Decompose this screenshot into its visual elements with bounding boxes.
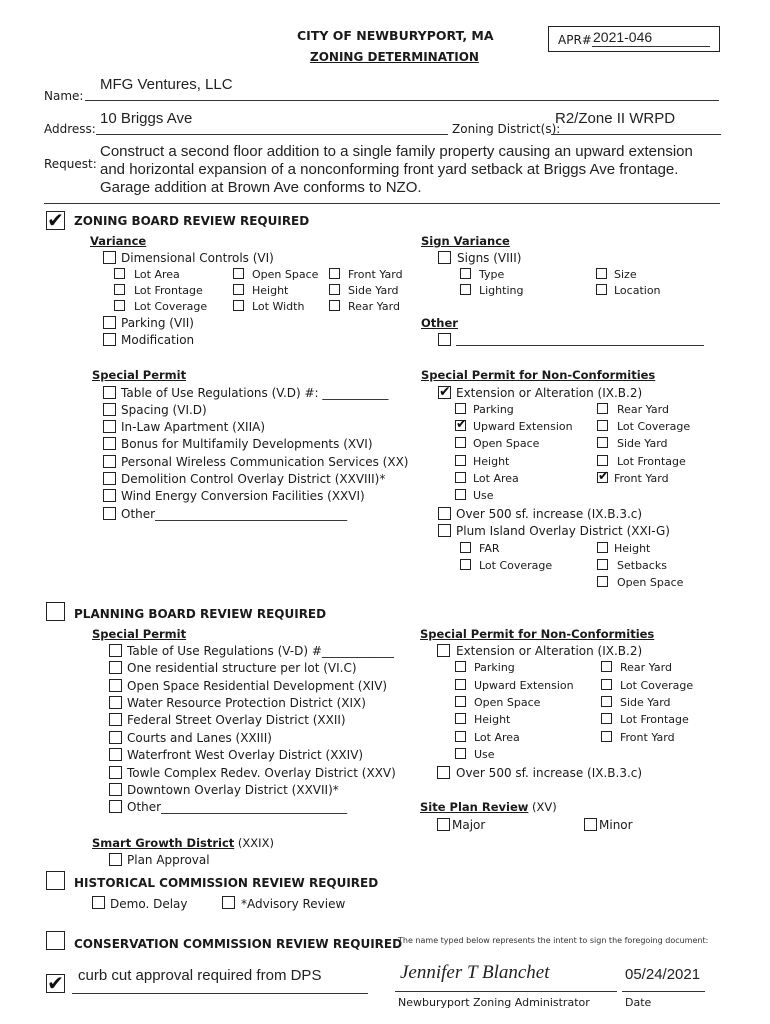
pb-nc-side-yard-checkbox[interactable] (601, 696, 612, 707)
zba-nc-side-yard-checkbox[interactable] (597, 437, 608, 448)
pb-nc-parking-label: Parking (474, 661, 515, 674)
zba-sp-spacing-checkbox[interactable] (103, 403, 116, 416)
var-height-label: Height (252, 284, 289, 297)
zba-nc-height-checkbox[interactable] (455, 455, 466, 466)
var-lot-coverage-label: Lot Coverage (134, 300, 208, 313)
pb-extension-label: Extension or Alteration (IX.B.2) (456, 644, 643, 658)
site-plan-title: Site Plan Review (420, 800, 529, 814)
zba-nc-lot-area-label: Lot Area (473, 472, 519, 485)
pb-sp-other-checkbox[interactable] (109, 800, 122, 813)
zba-extension-checkbox[interactable]: ✔ (439, 384, 451, 400)
pb-nc-front-yard-label: Front Yard (620, 731, 675, 744)
curb-cut-note[interactable]: curb cut approval required from DPS (78, 967, 322, 984)
zba-extension-label: Extension or Alteration (IX.B.2) (456, 386, 643, 400)
pb-sp-use-table-checkbox[interactable] (109, 644, 122, 657)
zba-sp-inlaw-checkbox[interactable] (103, 420, 116, 433)
apr-number[interactable]: 2021-046 (593, 29, 653, 45)
plan-approval-label: Plan Approval (127, 853, 210, 867)
var-front-yard-label: Front Yard (348, 268, 403, 281)
pb-sp-waterfront-checkbox[interactable] (109, 748, 122, 761)
smart-growth-title: Smart Growth District (92, 836, 235, 850)
zba-nc-height-label: Height (473, 455, 510, 468)
plum-setbacks-checkbox[interactable] (597, 559, 608, 570)
intent-note: The name typed below represents the intent to sign the foregoing document: (398, 936, 709, 945)
zba-title: ZONING BOARD REVIEW REQUIRED (74, 214, 310, 228)
var-side-yard-checkbox[interactable] (329, 284, 340, 295)
district-field[interactable]: R2/Zone II WRPD (555, 110, 676, 127)
historical-title: HISTORICAL COMMISSION REVIEW REQUIRED (74, 876, 379, 890)
parking-checkbox[interactable] (103, 316, 116, 329)
pb-nc-height-label: Height (474, 713, 511, 726)
var-side-yard-label: Side Yard (348, 284, 399, 297)
plum-open-space-checkbox[interactable] (597, 576, 608, 587)
zba-sp-use-table-checkbox[interactable] (103, 386, 116, 399)
plum-far-checkbox[interactable] (460, 542, 471, 553)
advisory-review-checkbox[interactable] (222, 896, 235, 909)
pb-sp-one-residential-checkbox[interactable] (109, 661, 122, 674)
name-label: Name: (44, 89, 84, 103)
pb-over500-checkbox[interactable] (437, 766, 450, 779)
date-label: Date (625, 996, 652, 1009)
signs-checkbox[interactable] (438, 251, 451, 264)
dimensional-checkbox[interactable] (103, 251, 116, 264)
pb-over500-label: Over 500 sf. increase (IX.B.3.c) (456, 766, 643, 780)
sign-lighting-label: Lighting (479, 284, 524, 297)
pb-nc-open-space-label: Open Space (474, 696, 541, 709)
request-line-1[interactable]: Construct a second floor addition to a single family property causing an upward extension (100, 143, 693, 160)
pb-sp-federal-label: Federal Street Overlay District (XXII) (127, 713, 346, 727)
var-height-checkbox[interactable] (233, 284, 244, 295)
plum-open-space-label: Open Space (617, 576, 684, 589)
pb-special-permit-heading: Special Permit (92, 627, 187, 641)
zba-nc-use-checkbox[interactable] (455, 489, 466, 500)
zba-nc-side-yard-label: Side Yard (617, 437, 668, 450)
name-field[interactable]: MFG Ventures, LLC (100, 76, 233, 93)
zba-nc-lot-coverage-label: Lot Coverage (617, 420, 691, 433)
request-line-2[interactable]: and horizontal expansion of a nonconforming front yard setback at Briggs Ave frontage. (100, 161, 679, 178)
pb-nc-lot-frontage-label: Lot Frontage (620, 713, 689, 726)
zba-nc-front-yard-checkbox[interactable]: ✔ (598, 469, 609, 484)
district-label: Zoning District(s): (452, 122, 561, 136)
zba-over500-checkbox[interactable] (438, 507, 451, 520)
sign-type-label: Type (479, 268, 505, 281)
smart-growth-heading (92, 836, 274, 850)
zba-sp-use-table-label: Table of Use Regulations (V.D) #: ___________ (121, 386, 389, 400)
curb-cut-underline (72, 993, 368, 994)
zba-sp-spacing-label: Spacing (VI.D) (121, 403, 207, 417)
site-plan-minor-checkbox[interactable] (584, 818, 597, 831)
address-field[interactable]: 10 Briggs Ave (100, 110, 193, 127)
zba-nc-open-space-label: Open Space (473, 437, 540, 450)
zba-nc-front-yard-label: Front Yard (614, 472, 669, 485)
zba-plum-label: Plum Island Overlay District (XXI-G) (456, 524, 670, 538)
name-underline (85, 100, 719, 101)
pb-nc-open-space-checkbox[interactable] (455, 696, 466, 707)
pb-nc-rear-yard-label: Rear Yard (620, 661, 672, 674)
other-heading: Other (421, 316, 458, 330)
signs-label: Signs (VIII) (457, 251, 522, 265)
demo-delay-label: Demo. Delay (110, 897, 188, 911)
pb-sp-other-label: Other_______________________________ (127, 800, 348, 814)
pb-nc-side-yard-label: Side Yard (620, 696, 671, 709)
plum-lot-coverage-label: Lot Coverage (479, 559, 553, 572)
sign-variance-heading: Sign Variance (421, 234, 510, 248)
historical-required-checkbox[interactable] (46, 871, 65, 890)
var-lot-area-checkbox[interactable] (114, 268, 125, 279)
pb-sp-courts-checkbox[interactable] (109, 731, 122, 744)
sign-size-checkbox[interactable] (596, 268, 607, 279)
pb-sp-federal-checkbox[interactable] (109, 713, 122, 726)
zba-sp-bonus-label: Bonus for Multifamily Developments (XVI) (121, 437, 373, 451)
pb-nc-lot-coverage-checkbox[interactable] (601, 679, 612, 690)
other-checkbox[interactable] (438, 333, 451, 346)
pb-sp-open-space-label: Open Space Residential Development (XIV) (127, 679, 388, 693)
plum-far-label: FAR (479, 542, 500, 555)
pb-sp-courts-label: Courts and Lanes (XXIII) (127, 731, 272, 745)
zba-sp-wireless-checkbox[interactable] (103, 455, 116, 468)
sign-location-label: Location (614, 284, 661, 297)
zba-plum-checkbox[interactable] (438, 524, 451, 537)
zba-nc-rear-yard-label: Rear Yard (617, 403, 669, 416)
zba-sp-inlaw-label: In-Law Apartment (XIIA) (121, 420, 266, 434)
var-lot-frontage-label: Lot Frontage (134, 284, 203, 297)
pb-sp-downtown-checkbox[interactable] (109, 783, 122, 796)
zba-nc-lot-frontage-label: Lot Frontage (617, 455, 686, 468)
variance-heading: Variance (90, 234, 147, 248)
pb-nc-parking-checkbox[interactable] (455, 661, 466, 672)
pb-nonconf-heading: Special Permit for Non-Conformities (420, 627, 655, 641)
plum-lot-coverage-checkbox[interactable] (460, 559, 471, 570)
zba-sp-other-checkbox[interactable] (103, 507, 116, 520)
pb-nc-use-label: Use (474, 748, 495, 761)
zba-sp-demolition-checkbox[interactable] (103, 472, 116, 485)
address-label: Address: (44, 122, 96, 136)
plum-height-label: Height (614, 542, 651, 555)
parking-label: Parking (VII) (121, 316, 194, 330)
var-lot-coverage-checkbox[interactable] (114, 300, 125, 311)
pb-sp-water-checkbox[interactable] (109, 696, 122, 709)
modification-checkbox[interactable] (103, 333, 116, 346)
pb-nc-upward-checkbox[interactable] (455, 679, 466, 690)
var-lot-width-label: Lot Width (252, 300, 305, 313)
date-underline (622, 991, 705, 992)
pb-sp-towle-label: Towle Complex Redev. Overlay District (XXV) (127, 766, 396, 780)
zba-sp-bonus-checkbox[interactable] (103, 437, 116, 450)
site-plan-minor-label: Minor (599, 818, 633, 832)
pb-sp-towle-checkbox[interactable] (109, 766, 122, 779)
var-lot-frontage-checkbox[interactable] (114, 284, 125, 295)
pb-nc-height-checkbox[interactable] (455, 713, 466, 724)
zba-nc-open-space-checkbox[interactable] (455, 437, 466, 448)
zba-nc-lot-frontage-checkbox[interactable] (597, 455, 608, 466)
zba-sp-wind-label: Wind Energy Conversion Facilities (XXVI) (121, 489, 365, 503)
other-underline[interactable] (456, 345, 704, 346)
pb-nc-lot-area-label: Lot Area (474, 731, 520, 744)
signature-date[interactable]: 05/24/2021 (625, 966, 701, 983)
sign-location-checkbox[interactable] (596, 284, 607, 295)
conservation-required-checkbox[interactable] (46, 931, 65, 950)
apr-label: APR# (558, 33, 592, 47)
zba-sp-demolition-label: Demolition Control Overlay District (XXVIII)* (121, 472, 386, 486)
pb-sp-water-label: Water Resource Protection District (XIX) (127, 696, 366, 710)
plum-height-checkbox[interactable] (597, 542, 608, 553)
zba-nc-upward-label: Upward Extension (473, 420, 573, 433)
planning-required-checkbox[interactable] (46, 602, 65, 621)
form-title: ZONING DETERMINATION (310, 50, 479, 64)
plan-approval-checkbox[interactable] (109, 853, 122, 866)
curb-cut-checkbox[interactable]: ✔ (47, 971, 64, 995)
zba-sp-wireless-label: Personal Wireless Communication Services (XX) (121, 455, 409, 469)
zba-special-permit-heading: Special Permit (92, 368, 187, 382)
sign-size-label: Size (614, 268, 637, 281)
modification-label: Modification (121, 333, 195, 347)
conservation-title: CONSERVATION COMMISSION REVIEW REQUIRED (74, 937, 403, 951)
var-rear-yard-label: Rear Yard (348, 300, 400, 313)
var-lot-area-label: Lot Area (134, 268, 180, 281)
district-underline (551, 134, 721, 135)
sign-type-checkbox[interactable] (460, 268, 471, 279)
plum-setbacks-label: Setbacks (617, 559, 667, 572)
pb-extension-checkbox[interactable] (437, 644, 450, 657)
site-plan-major-checkbox[interactable] (437, 818, 450, 831)
address-underline (96, 134, 448, 135)
zba-nc-lot-coverage-checkbox[interactable] (597, 420, 608, 431)
site-plan-major-label: Major (452, 818, 486, 832)
zba-sp-other-label: Other________________________________ (121, 507, 348, 521)
pb-sp-waterfront-label: Waterfront West Overlay District (XXIV) (127, 748, 364, 762)
var-lot-width-checkbox[interactable] (233, 300, 244, 311)
sign-lighting-checkbox[interactable] (460, 284, 471, 295)
dimensional-label: Dimensional Controls (VI) (121, 251, 274, 265)
request-line-3[interactable]: Garage addition at Brown Ave conforms to NZO. (100, 179, 422, 196)
pb-sp-open-space-checkbox[interactable] (109, 679, 122, 692)
signer-title: Newburyport Zoning Administrator (398, 996, 590, 1009)
pb-nc-upward-label: Upward Extension (474, 679, 574, 692)
var-front-yard-checkbox[interactable] (329, 268, 340, 279)
pb-sp-use-table-label: Table of Use Regulations (V-D) #____________ (127, 644, 394, 658)
pb-nc-lot-area-checkbox[interactable] (455, 731, 466, 742)
demo-delay-checkbox[interactable] (92, 896, 105, 909)
signature-underline (395, 991, 617, 992)
zba-nonconf-heading: Special Permit for Non-Conformities (421, 368, 656, 382)
zba-sp-wind-checkbox[interactable] (103, 489, 116, 502)
request-label: Request: (44, 157, 97, 171)
planning-title: PLANNING BOARD REVIEW REQUIRED (74, 607, 327, 621)
pb-nc-lot-coverage-label: Lot Coverage (620, 679, 694, 692)
zba-nc-parking-checkbox[interactable] (455, 403, 466, 414)
administrator-signature: Jennifer T Blanchet (400, 962, 550, 983)
zba-required-checkbox[interactable]: ✔ (47, 208, 64, 232)
smart-growth-section: (XXIX) (234, 836, 274, 850)
pb-nc-lot-frontage-checkbox[interactable] (601, 713, 612, 724)
zba-nc-rear-yard-checkbox[interactable] (597, 403, 608, 414)
apr-box (548, 26, 720, 52)
zba-nc-upward-checkbox[interactable]: ✔ (456, 417, 467, 432)
pb-nc-rear-yard-checkbox[interactable] (601, 661, 612, 672)
request-underline (44, 203, 720, 204)
zba-nc-use-label: Use (473, 489, 494, 502)
zba-nc-lot-area-checkbox[interactable] (455, 472, 466, 483)
pb-sp-one-residential-label: One residential structure per lot (VI.C) (127, 661, 357, 675)
site-plan-heading (420, 800, 557, 814)
advisory-review-label: *Advisory Review (241, 897, 346, 911)
city-title: CITY OF NEWBURYPORT, MA (297, 28, 494, 43)
pb-nc-use-checkbox[interactable] (455, 748, 466, 759)
pb-nc-front-yard-checkbox[interactable] (601, 731, 612, 742)
var-open-space-checkbox[interactable] (233, 268, 244, 279)
zba-nc-parking-label: Parking (473, 403, 514, 416)
var-open-space-label: Open Space (252, 268, 319, 281)
pb-sp-downtown-label: Downtown Overlay District (XXVII)* (127, 783, 339, 797)
site-plan-section: (XV) (528, 800, 557, 814)
zba-over500-label: Over 500 sf. increase (IX.B.3.c) (456, 507, 643, 521)
var-rear-yard-checkbox[interactable] (329, 300, 340, 311)
